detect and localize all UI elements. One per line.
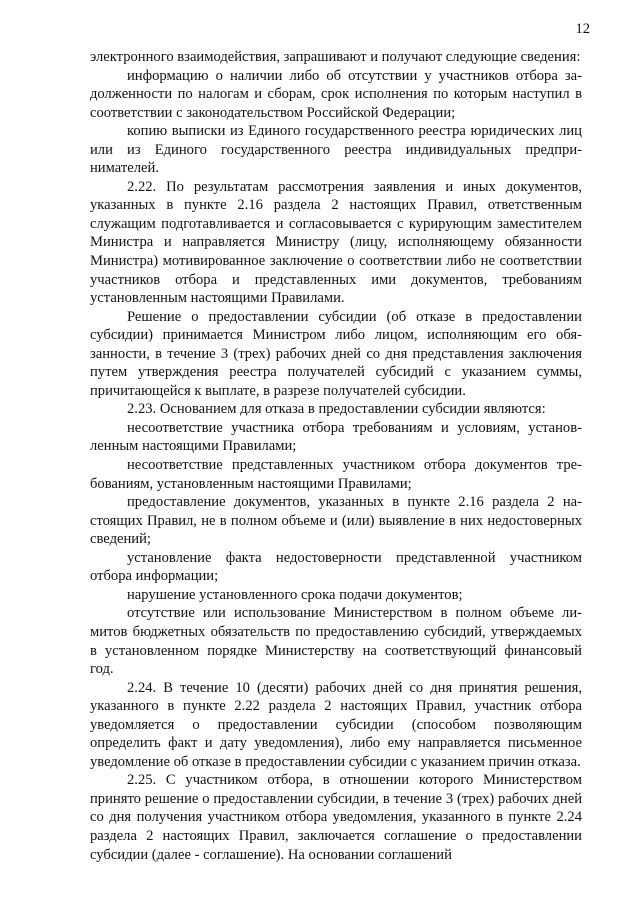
paragraph: электронного взаимодействия, запрашивают и получают следующие сведения: <box>90 49 581 65</box>
paragraph: 2.22. По результатам рассмотрения заявления и иных документов, указанных в пункте 2.16 раздела 2 настоящих Правил, ответственным служащим подготавливается и согласовывается с курирующим заместителем Министра и направляется Министру (лицу, исполняющему обязанности Министра) мотивированное заключение о соответствии либо не соответствии участников отбора и представленных ими документов, требованиям установленным настоящими Правилами. <box>90 178 582 307</box>
paragraph: Решение о предоставлении субсидии (об отказе в предоставлении субсидии) принимается Министром либо лицом, исполняющим его обязанности, в течение 3 (трех) рабочих дней со дня представления заключения путем утверждения реестра получателей субсидий с указанием суммы, причитающейся к выплате, в разрезе получателей субсидии. <box>90 308 582 399</box>
paragraph: 2.23. Основанием для отказа в предоставлении субсидии являются: <box>127 401 546 418</box>
document-body <box>90 48 582 864</box>
paragraph: 2.24. В течение 10 (десяти) рабочих дней со дня принятия решения, указанного в пункте 2.22 раздела 2 настоящих Правил, участник отбора уведомляется о предоставлении субсидии (способом позволяющим определить факт и дату уведомления), либо ему направляется письменное уведомление об отказе в предоставлении субсидии с указанием причин отказа. <box>90 679 582 770</box>
paragraph: отсутствие или использование Министерством в полном объеме лимитов бюджетных обязательств по предоставлению субсидий, утверждаемых в установленном порядке Министерству на соответствующий финансовый год. <box>90 605 582 678</box>
paragraph: несоответствие представленных участником отбора документов требованиям, установленным настоящими Правилами; <box>90 457 582 492</box>
paragraph: копию выписки из Единого государственного реестра юридических лиц или из Единого государственного реестра индивидуальных предпринимателей. <box>90 123 582 177</box>
paragraph: 2.25. С участником отбора, в отношении которого Министерством принято решение о предоставлении субсидии, в течение 3 (трех) рабочих дней со дня получения участником отбора уведомления, указанного в пункте 2.24 раздела 2 настоящих Правил, заключается соглашение о предоставлении субсидии (далее - соглашение). На основании соглашений <box>90 772 582 863</box>
page-number: 12 <box>575 21 590 37</box>
paragraph: нарушение установленного срока подачи документов; <box>127 586 463 603</box>
paragraph: информацию о наличии либо об отсутствии у участников отбора задолженности по налогам и сборам, срок исполнения по которым наступил в соответствии с законодательством Российской Федерации; <box>90 67 582 121</box>
paragraph: предоставление документов, указанных в пункте 2.16 раздела 2 настоящих Правил, не в полном объеме и (или) выявление в них недостоверных сведений; <box>90 494 582 548</box>
paragraph: установление факта недостоверности представленной участником отбора информации; <box>90 549 582 585</box>
paragraph: несоответствие участника отбора требованиям и условиям, установленным настоящими Правилами; <box>90 419 582 455</box>
